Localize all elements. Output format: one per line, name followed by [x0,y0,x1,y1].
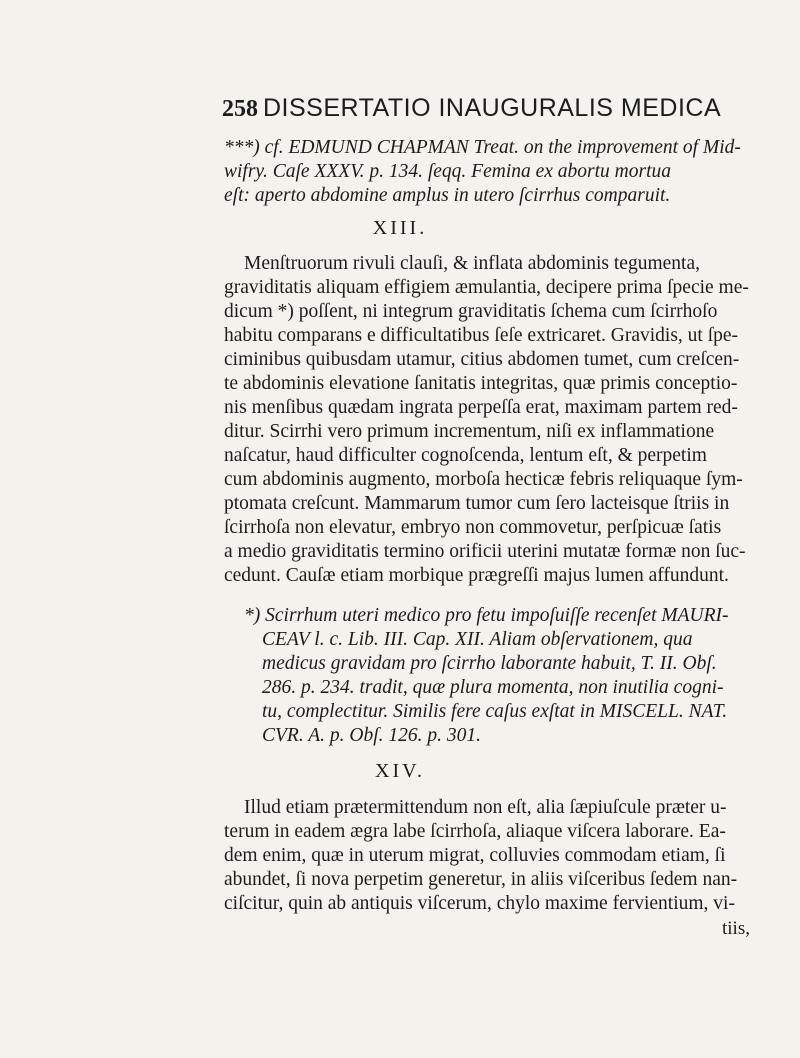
body-line: ſcirrhoſa non elevatur, embryo non commovetur, perſpicuæ ſatis [224,517,722,538]
body-line: te abdominis elevatione ſanitatis integritas, quæ primis conceptio- [224,373,738,394]
section-heading-xiv: XIV. [375,760,425,782]
body-line: habitu comparans e difficultatibus ſeſe extricaret. Gravidis, ut ſpe- [224,325,739,346]
body-line: graviditatis aliquam effigiem æmulantia, decipere prima ſpecie me- [224,277,749,298]
body-line: abundet, ſi nova perpetim generetur, in aliis viſceribus ſedem nan- [224,869,738,890]
page-number: 258 [222,96,258,122]
body-line: Illud etiam prætermittendum non eſt, alia ſæpiuſcule præter u- [244,797,727,818]
body-line: naſcatur, haud difficulter cognoſcenda, lentum eſt, & perpetim [224,445,707,466]
body-line: cedunt. Cauſæ etiam morbique prægreſſi majus lumen affundunt. [224,565,729,586]
footnote-top-line: ***) cf. EDMUND CHAPMAN Treat. on the improvement of Mid- [224,137,741,158]
page-header [0,94,800,128]
catchword: tiis, [722,918,750,939]
footnote-line: CVR. A. p. Obſ. 126. p. 301. [262,725,482,746]
footnote-line: 286. p. 234. tradit, quæ plura momenta, non inutilia cogni- [262,677,724,698]
body-line: ciſcitur, quin ab antiquis viſcerum, chylo maxime fervientium, vi- [224,893,735,914]
body-line: dicum *) poſſent, ni integrum graviditatis ſchema cum ſcirrhoſo [224,301,718,322]
footnote-line: tu, complectitur. Similis fere caſus exſtat in MISCELL. NAT. [262,701,728,722]
footnote-line: *) Scirrhum uteri medico pro fetu impoſuiſſe recenſet MAURI- [244,605,729,626]
body-line: ditur. Scirrhi vero primum incrementum, niſi ex inflammatione [224,421,715,442]
running-title: DISSERTATIO INAUGURALIS MEDICA [263,94,722,122]
body-line: terum in eadem ægra labe ſcirrhoſa, aliaque viſcera laborare. Ea- [224,821,726,842]
body-line: dem enim, quæ in uterum migrat, colluvies commodam etiam, ſi [224,845,726,866]
footnote-top-line: eſt: aperto abdomine amplus in utero ſcirrhus comparuit. [224,185,671,206]
body-line: nis menſibus quædam ingrata perpeſſa erat, maximam partem red- [224,397,738,418]
body-line: Menſtruorum rivuli clauſi, & inflata abdominis tegumenta, [244,253,700,274]
footnote-top-line: wifry. Caſe XXXV. p. 134. ſeqq. Femina ex abortu mortua [224,161,672,182]
body-line: ptomata creſcunt. Mammarum tumor cum ſero lacteisque ſtriis in [224,493,730,514]
body-line: cum abdominis augmento, morboſa hecticæ febris reliquaque ſym- [224,469,743,490]
body-line: a medio graviditatis termino orificii uterini mutatæ formæ non ſuc- [224,541,746,562]
footnote-line: CEAV l. c. Lib. III. Cap. XII. Aliam obſervationem, qua [262,629,693,650]
footnote-line: medicus gravidam pro ſcirrho laborante habuit, T. II. Obſ. [262,653,717,674]
body-line: ciminibus quibusdam utamur, citius abdomen tumet, cum creſcen- [224,349,740,370]
section-heading-xiii: XIII. [372,217,428,239]
